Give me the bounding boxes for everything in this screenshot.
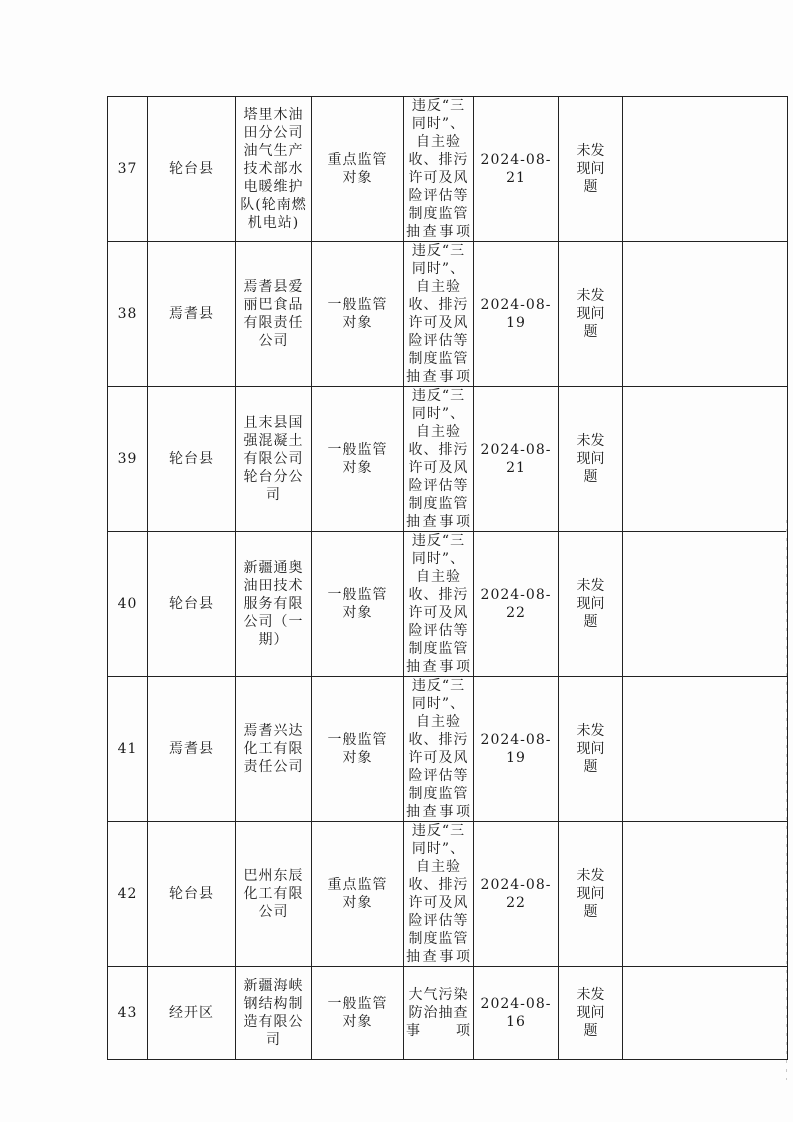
row-matter: 违反“三同时”、自主验收、排污许可及风险评估等制度监管抽查事项 — [404, 97, 474, 242]
row-result: 未发现问题 — [559, 967, 623, 1060]
row-remark — [623, 532, 788, 677]
row-supervision-type: 重点监管对象 — [312, 822, 404, 967]
row-supervision-type: 一般监管对象 — [312, 532, 404, 677]
row-company: 巴州东辰化工有限公司 — [236, 822, 312, 967]
row-region: 焉耆县 — [148, 242, 236, 387]
row-date: 2024-08-16 — [474, 967, 559, 1060]
row-region: 焉耆县 — [148, 677, 236, 822]
row-company: 且末县国强混凝土有限公司轮台分公司 — [236, 387, 312, 532]
table-row — [108, 822, 788, 967]
table-row — [108, 387, 788, 532]
row-result: 未发现问题 — [559, 97, 623, 242]
row-matter: 大气污染防治抽查事项 — [404, 967, 474, 1060]
row-remark — [623, 967, 788, 1060]
row-supervision-type: 重点监管对象 — [312, 97, 404, 242]
row-region: 轮台县 — [148, 822, 236, 967]
row-company: 新疆通奥油田技术服务有限公司（一期） — [236, 532, 312, 677]
row-result: 未发现问题 — [559, 242, 623, 387]
row-result: 未发现问题 — [559, 822, 623, 967]
row-seq: 41 — [108, 677, 148, 822]
row-remark — [623, 677, 788, 822]
row-supervision-type: 一般监管对象 — [312, 967, 404, 1060]
table-row — [108, 677, 788, 822]
row-seq: 37 — [108, 97, 148, 242]
table-row — [108, 532, 788, 677]
row-matter: 违反“三同时”、自主验收、排污许可及风险评估等制度监管抽查事项 — [404, 822, 474, 967]
row-date: 2024-08-19 — [474, 242, 559, 387]
scan-edge-mark — [786, 520, 787, 1080]
row-company: 新疆海峡钢结构制造有限公司 — [236, 967, 312, 1060]
row-remark — [623, 242, 788, 387]
row-seq: 39 — [108, 387, 148, 532]
row-company: 塔里木油田分公司油气生产技术部水电暖维护队(轮南燃机电站) — [236, 97, 312, 242]
table-row — [108, 242, 788, 387]
row-date: 2024-08-22 — [474, 822, 559, 967]
inspection-table — [107, 96, 788, 1060]
row-supervision-type: 一般监管对象 — [312, 677, 404, 822]
row-result: 未发现问题 — [559, 532, 623, 677]
row-matter: 违反“三同时”、自主验收、排污许可及风险评估等制度监管抽查事项 — [404, 242, 474, 387]
row-remark — [623, 822, 788, 967]
row-region: 轮台县 — [148, 387, 236, 532]
row-supervision-type: 一般监管对象 — [312, 242, 404, 387]
table-row — [108, 967, 788, 1060]
row-matter: 违反“三同时”、自主验收、排污许可及风险评估等制度监管抽查事项 — [404, 387, 474, 532]
row-region: 经开区 — [148, 967, 236, 1060]
row-date: 2024-08-22 — [474, 532, 559, 677]
row-seq: 38 — [108, 242, 148, 387]
row-result: 未发现问题 — [559, 677, 623, 822]
row-company: 焉耆兴达化工有限责任公司 — [236, 677, 312, 822]
row-seq: 40 — [108, 532, 148, 677]
row-matter: 违反“三同时”、自主验收、排污许可及风险评估等制度监管抽查事项 — [404, 532, 474, 677]
table-row — [108, 97, 788, 242]
row-remark — [623, 387, 788, 532]
row-matter: 违反“三同时”、自主验收、排污许可及风险评估等制度监管抽查事项 — [404, 677, 474, 822]
row-date: 2024-08-19 — [474, 677, 559, 822]
row-date: 2024-08-21 — [474, 97, 559, 242]
row-company: 焉耆县爱丽巴食品有限责任公司 — [236, 242, 312, 387]
row-region: 轮台县 — [148, 97, 236, 242]
row-region: 轮台县 — [148, 532, 236, 677]
row-remark — [623, 97, 788, 242]
row-seq: 42 — [108, 822, 148, 967]
row-date: 2024-08-21 — [474, 387, 559, 532]
row-seq: 43 — [108, 967, 148, 1060]
row-result: 未发现问题 — [559, 387, 623, 532]
row-supervision-type: 一般监管对象 — [312, 387, 404, 532]
